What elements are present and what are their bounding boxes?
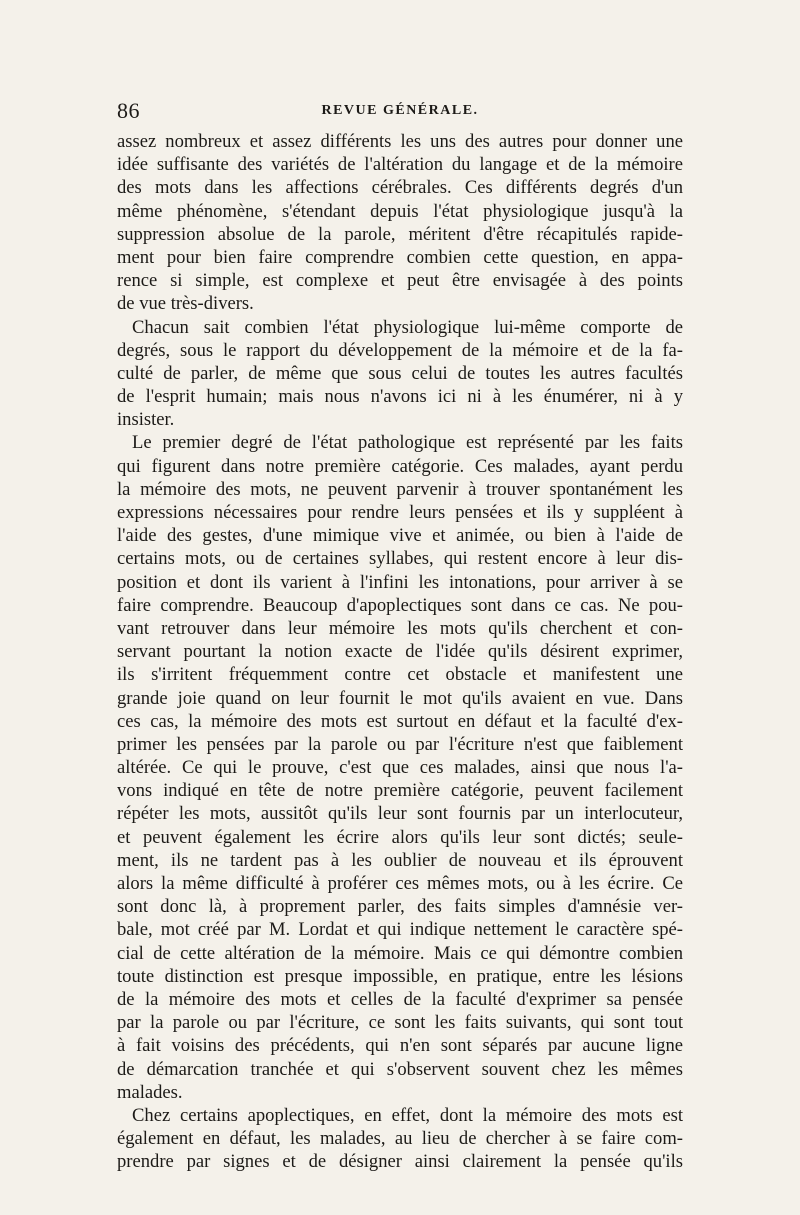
text-line: à fait voisins des précédents, qui n'en sont séparés par aucune ligne (117, 1035, 683, 1057)
text-line: position et dont ils varient à l'infini les intonations, pour arriver à se (117, 571, 683, 593)
text-line: cial de cette altération de la mémoire. Mais ce qui démontre combien (117, 942, 683, 964)
text-line: grande joie quand on leur fournit le mot qu'ils avaient en vue. Dans (117, 687, 683, 709)
page-number: 86 (117, 98, 140, 123)
text-line: insister. (117, 409, 175, 431)
text-line: servant pourtant la notion exacte de l'idée qu'ils désirent exprimer, (117, 641, 683, 663)
text-line: vant retrouver dans leur mémoire les mots qu'ils cherchent et con- (117, 617, 683, 639)
text-line: rence si simple, est complexe et peut être envisagée à des points (117, 270, 683, 292)
text-line: Chacun sait combien l'état physiologique lui-même comporte de (132, 316, 683, 338)
text-line: alors la même difficulté à proférer ces mêmes mots, ou à les écrire. Ce (117, 873, 683, 894)
journal-title: REVUE GÉNÉRALE. (321, 103, 479, 118)
text-line: ment, ils ne tardent pas à les oublier de nouveau et ils éprouvent (117, 849, 683, 871)
text-line: Chez certains apoplectiques, en effet, dont la mémoire des mots est (132, 1104, 683, 1126)
text-line: de vue très-divers. (117, 293, 254, 315)
text-line: degrés, sous le rapport du développement de la mémoire et de la fa- (117, 339, 683, 361)
body-text (117, 130, 683, 1173)
text-line: toute distinction est presque impossible, en pratique, entre les lésions (117, 965, 683, 987)
text-line: vons indiqué en tête de notre première catégorie, peuvent facilement (117, 780, 683, 802)
text-line: également en défaut, les malades, au lieu de chercher à se faire com- (117, 1128, 683, 1150)
text-line: ils s'irritent fréquemment contre cet obstacle et manifestent une (117, 664, 683, 686)
text-line: ment pour bien faire comprendre combien cette question, en appa- (117, 246, 683, 268)
text-line: de la mémoire des mots et celles de la faculté d'exprimer sa pensée (117, 988, 683, 1010)
text-line: même phénomène, s'étendant depuis l'état physiologique jusqu'à la (117, 200, 683, 222)
text-line: culté de parler, de même que sous celui de toutes les autres facultés (117, 362, 683, 384)
text-line: assez nombreux et assez différents les uns des autres pour donner une (117, 131, 683, 152)
text-line: expressions nécessaires pour rendre leurs pensées et ils y suppléent à (117, 502, 683, 523)
text-line: malades. (117, 1081, 183, 1103)
text-line: faire comprendre. Beaucoup d'apoplectiques sont dans ce cas. Ne pou- (117, 594, 683, 616)
text-line: certains mots, ou de certaines syllabes, qui restent encore à leur dis- (117, 548, 683, 570)
text-line: suppression absolue de la parole, méritent d'être récapitulés rapide- (117, 223, 683, 245)
text-line: ces cas, la mémoire des mots est surtout en défaut et la faculté d'ex- (117, 710, 683, 732)
text-line: et peuvent également les écrire alors qu'ils leur sont dictés; seule- (117, 826, 683, 848)
text-line: répéter les mots, aussitôt qu'ils leur sont fournis par un interlocuteur, (117, 803, 683, 825)
text-line: prendre par signes et de désigner ainsi clairement la pensée qu'ils (117, 1151, 683, 1173)
text-line: sont donc là, à proprement parler, des faits simples d'amnésie ver- (117, 896, 683, 918)
text-line: altérée. Ce qui le prouve, c'est que ces malades, ainsi que nous l'a- (117, 757, 683, 779)
text-line: primer les pensées par la parole ou par l'écriture n'est que faiblement (117, 733, 683, 755)
text-line: qui figurent dans notre première catégorie. Ces malades, ayant perdu (117, 455, 683, 477)
text-line: idée suffisante des variétés de l'altération du langage et de la mémoire (117, 154, 683, 176)
text-line: la mémoire des mots, ne peuvent parvenir à trouver spontanément les (117, 478, 683, 500)
text-line: par la parole ou par l'écriture, ce sont les faits suivants, qui sont tout (117, 1012, 683, 1034)
text-line: de l'esprit humain; mais nous n'avons ici ni à les énumérer, ni à y (117, 386, 683, 408)
text-line: bale, mot créé par M. Lordat et qui indique nettement le caractère spé- (117, 919, 683, 941)
text-line: de démarcation tranchée et qui s'observent souvent chez les mêmes (117, 1058, 683, 1080)
running-head (117, 98, 683, 126)
text-line: des mots dans les affections cérébrales. Ces différents degrés d'un (117, 177, 683, 199)
text-line: Le premier degré de l'état pathologique est représenté par les faits (132, 432, 683, 454)
text-line: l'aide des gestes, d'une mimique vive et animée, ou bien à l'aide de (117, 525, 683, 547)
